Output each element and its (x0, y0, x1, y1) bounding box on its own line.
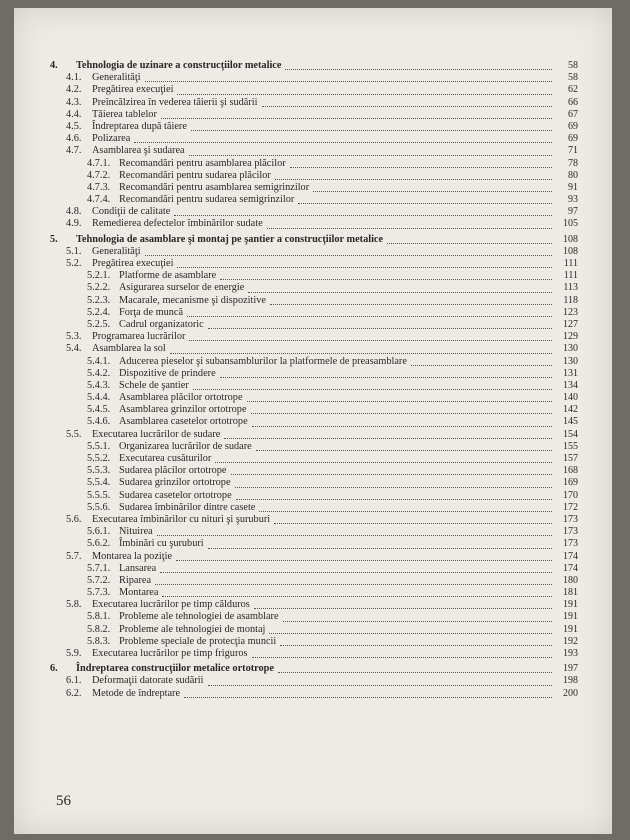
toc-entry-page: 108 (563, 233, 578, 245)
toc-entry-number: 5.4.5. (87, 404, 111, 416)
toc-entry-page: 154 (563, 428, 578, 440)
toc-entry-page: 62 (568, 84, 578, 96)
toc-entry-title: Lansarea (119, 562, 157, 574)
toc-entry-page: 168 (563, 465, 578, 477)
toc-entry-label (87, 270, 216, 282)
toc-entry-number: 6. (50, 663, 58, 675)
toc-entry-page: 191 (563, 623, 578, 635)
toc-entry-title: Executarea lucrărilor pe timp friguros (92, 648, 248, 659)
toc-entry-label (87, 319, 204, 331)
toc-entry-title: Riparea (119, 574, 152, 586)
toc-entry-number: 5. (50, 233, 58, 245)
toc-entry-number: 4.9. (66, 218, 82, 230)
toc-entry-number: 5.8.3. (87, 635, 111, 647)
toc-entry-title: Asamblarea la sol (92, 343, 166, 355)
toc-entry-title: Metode de îndreptare (92, 687, 181, 699)
toc-entry-title: Îndreptarea după tăiere (92, 120, 187, 132)
toc-entry-title: Recomandări pentru sudarea plăcilor (119, 169, 271, 181)
toc-entry-title: Executarea lucrărilor pe timp călduros (92, 599, 250, 611)
toc-entry-label (87, 307, 183, 319)
toc-entry-title: Macarale, mecanisme şi dispozitive (119, 294, 266, 306)
toc-entry-number: 5.5.5. (87, 489, 111, 501)
toc-entry-number: 5.5.2. (87, 453, 111, 464)
toc-entry-number: 5.2.3. (87, 294, 111, 306)
toc-entry-label (87, 170, 271, 182)
toc-entry-label (87, 502, 255, 514)
toc-entry-number: 5.5.3. (87, 465, 111, 477)
toc-entry (14, 648, 612, 660)
toc-entry-label (66, 675, 204, 687)
toc-entry-page: 108 (563, 245, 578, 257)
toc-entry-number: 5.4. (66, 343, 82, 355)
toc-entry-label (66, 84, 173, 96)
toc-entry-page: 173 (563, 538, 578, 550)
toc-entry-page: 197 (563, 663, 578, 675)
toc-entry-title: Sudarea îmbinărilor dintre casete (119, 501, 256, 513)
toc-entry-title: Deformaţii datorate sudării (92, 675, 204, 687)
toc-entry-label (87, 636, 276, 648)
toc-entry-page: 123 (563, 306, 578, 318)
toc-entry-number: 4.5. (66, 120, 82, 132)
toc-entry-number: 4.3. (66, 96, 82, 108)
toc-entry-title: Remedierea defectelor îmbinărilor sudate (92, 218, 263, 230)
toc-entry-label (87, 282, 244, 294)
toc-entry (14, 218, 612, 230)
toc-entry-page: 130 (563, 343, 578, 355)
toc-entry-label (66, 133, 130, 145)
toc-entry-number: 4.7. (66, 145, 82, 157)
toc-entry-title: Probleme ale tehnologiei de asamblare (119, 611, 279, 623)
toc-entry-number: 5.8. (66, 599, 82, 611)
toc-entry-number: 4.7.2. (87, 169, 111, 181)
toc-entry-page: 174 (563, 562, 578, 574)
toc-entry-title: Schele de şantier (119, 379, 189, 391)
toc-entry-page: 191 (563, 599, 578, 611)
toc-entry-label (66, 218, 263, 230)
toc-entry-label (87, 158, 286, 170)
toc-entry-label (87, 490, 232, 502)
toc-entry-number: 5.6. (66, 513, 82, 525)
toc-entry-number: 4.7.4. (87, 194, 111, 206)
toc-entry-page: 67 (568, 108, 578, 120)
toc-entry-title: Platforme de asamblare (119, 270, 217, 282)
toc-entry-title: Asamblarea şi sudarea (92, 145, 185, 157)
toc-entry-number: 4.4. (66, 108, 82, 120)
toc-entry-page: 111 (563, 258, 578, 269)
toc-entry-number: 6.1. (66, 675, 82, 687)
toc-entry-title: Executarea îmbinărilor cu nituri şi şuruburi (92, 513, 271, 525)
toc-entry-page: 93 (568, 194, 578, 206)
toc-entry-page: 157 (563, 453, 578, 464)
toc-entry-title: Cadrul organizatoric (119, 318, 204, 330)
toc-entry-page: 173 (563, 526, 578, 538)
toc-entry-page: 80 (568, 169, 578, 181)
toc-entry-page: 58 (568, 60, 578, 71)
toc-entry-number: 5.7.3. (87, 587, 111, 599)
toc-entry-page: 134 (563, 379, 578, 391)
toc-entry-number: 6.2. (66, 687, 82, 699)
book-page (14, 8, 612, 834)
toc-entry-title: Îndreptarea construcţiilor metalice ortotrope (76, 663, 274, 675)
toc-entry-title: Organizarea lucrărilor de sudare (119, 440, 252, 452)
toc-entry-label (66, 258, 173, 270)
toc-entry-page: 200 (563, 687, 578, 699)
toc-entry-label (66, 343, 166, 355)
toc-entry-label (87, 380, 189, 392)
toc-entry-title: Probleme speciale de protecţia muncii (119, 635, 277, 647)
toc-entry-number: 5.1. (66, 245, 82, 257)
toc-entry-page: 69 (568, 133, 578, 145)
toc-entry-page: 130 (563, 355, 578, 367)
toc-entry-title: Recomandări pentru sudarea semigrinzilor (119, 194, 295, 206)
toc-entry-title: Aducerea pieselor şi subansamblurilor la platformele de preasamblare (119, 355, 407, 367)
toc-entry-title: Sudarea plăcilor ortotrope (119, 465, 227, 477)
toc-entry-page: 131 (563, 367, 578, 379)
toc-entry-title: Asamblarea plăcilor ortotrope (119, 392, 243, 404)
toc-entry-label (66, 648, 248, 660)
toc-entry-number: 5.7. (66, 550, 82, 562)
toc-entry-number: 5.7.2. (87, 574, 111, 586)
toc-entry-label (87, 182, 309, 194)
toc-entry-label (87, 587, 158, 599)
toc-entry-number: 5.2. (66, 258, 82, 269)
toc-entry-label (66, 331, 185, 343)
toc-entry-title: Pregătirea execuţiei (92, 258, 174, 269)
toc-entry-label (87, 465, 227, 477)
toc-entry-page: 180 (563, 574, 578, 586)
toc-entry-page: 118 (563, 294, 578, 306)
toc-entry-number: 4. (50, 60, 58, 71)
toc-entry-title: Montarea (119, 587, 159, 599)
toc-entry-page: 129 (563, 331, 578, 343)
toc-entry-label (66, 109, 157, 121)
toc-entry-page: 145 (563, 416, 578, 428)
toc-entry-page: 170 (563, 489, 578, 501)
dot-leader (252, 645, 552, 658)
toc-entry-label (66, 551, 172, 563)
toc-entry-title: Tehnologia de uzinare a construcţiilor metalice (76, 60, 282, 71)
toc-entry-label (66, 246, 141, 258)
toc-entry-label (66, 145, 185, 157)
dot-leader (267, 215, 552, 228)
dot-leader (184, 685, 552, 698)
toc-entry-page: 78 (568, 157, 578, 169)
toc-entry-number: 5.4.2. (87, 367, 111, 379)
toc-entry-number: 4.1. (66, 72, 82, 84)
page-number: 56 (56, 793, 71, 809)
toc-entry-title: Executarea lucrărilor de sudare (92, 428, 221, 440)
toc-entry-page: 192 (563, 635, 578, 647)
toc-entry-title: Recomandări pentru asamblarea plăcilor (119, 157, 286, 169)
toc-entry-page: 127 (563, 318, 578, 330)
toc-entry-number: 5.8.1. (87, 611, 111, 623)
toc-entry-title: Sudarea grinzilor ortotrope (119, 477, 231, 489)
toc-entry-title: Pregătirea execuţiei (92, 84, 174, 96)
toc-entry-title: Generalităţi (92, 72, 141, 84)
toc-entry-title: Generalităţi (92, 245, 141, 257)
toc-entry-title: Recomandări pentru asamblarea semigrinzilor (119, 181, 310, 193)
toc-entry-title: Îmbinări cu şuruburi (119, 538, 204, 550)
toc-entry-number: 5.8.2. (87, 623, 111, 635)
toc-entry-label (87, 404, 247, 416)
toc-entry-number: 5.4.1. (87, 355, 111, 367)
toc-entry-page: 172 (563, 501, 578, 513)
toc-entry-page: 174 (563, 550, 578, 562)
toc-entry-label (87, 624, 265, 636)
toc-entry-page: 169 (563, 477, 578, 489)
toc-entry-page: 66 (568, 96, 578, 108)
toc-entry-number: 5.2.5. (87, 318, 111, 330)
toc-entry-title: Sudarea casetelor ortotrope (119, 489, 232, 501)
toc-entry-title: Tehnologia de asamblare şi montaj pe şantier a construcţiilor metalice (76, 233, 384, 245)
toc-entry-label (87, 477, 231, 489)
toc-entry-title: Forţa de muncă (119, 306, 184, 318)
toc-entry-number: 5.2.4. (87, 306, 111, 318)
toc-entry-page: 113 (563, 282, 578, 294)
toc-entry-title: Probleme ale tehnologiei de montaj (119, 623, 266, 635)
toc-entry-page: 193 (563, 648, 578, 659)
toc-entry-title: Montarea la poziţie (92, 550, 173, 562)
toc-entry-page: 198 (563, 675, 578, 687)
toc-entry-title: Asigurarea surselor de energie (119, 282, 245, 294)
toc-entry-page: 105 (563, 218, 578, 230)
toc-entry-label (87, 563, 156, 575)
toc-entry-page: 173 (563, 513, 578, 525)
toc-entry-number: 5.6.2. (87, 538, 111, 550)
toc-entry-title: Nituirea (119, 526, 153, 538)
toc-entry-number: 5.7.1. (87, 562, 111, 574)
toc-entry-number: 5.5.4. (87, 477, 111, 489)
toc-entry-number: 5.4.4. (87, 392, 111, 404)
toc-entry-number: 5.2.1. (87, 270, 111, 282)
toc-entry-title: Dispozitive de prindere (119, 367, 216, 379)
toc-entry-number: 5.3. (66, 331, 82, 343)
toc-entry-label (87, 575, 151, 587)
toc-entry-number: 5.5.1. (87, 440, 111, 452)
toc-entry-title: Condiţii de calitate (92, 206, 171, 218)
toc-entry-page: 71 (568, 145, 578, 157)
toc-entry-number: 5.4.6. (87, 416, 111, 428)
toc-entry-label (66, 688, 180, 700)
toc-entry-title: Programarea lucrărilor (92, 331, 186, 343)
toc-entry-label (87, 453, 211, 465)
toc-entry-number: 5.5. (66, 428, 82, 440)
toc-entry-number: 4.8. (66, 206, 82, 218)
toc-entry-label (66, 72, 141, 84)
toc-entry-number: 4.7.1. (87, 157, 111, 169)
toc-entry-page: 97 (568, 206, 578, 218)
toc-entry (14, 688, 612, 700)
toc-entry-page: 155 (563, 440, 578, 452)
toc-entry-number: 5.6.1. (87, 526, 111, 538)
toc-entry-number: 5.5.6. (87, 501, 111, 513)
toc-entry-label (87, 392, 243, 404)
toc-entry-number: 4.7.3. (87, 181, 111, 193)
toc-entry-label (66, 599, 250, 611)
toc-entry-number: 5.2.2. (87, 282, 111, 294)
toc-entry-title: Polizarea (92, 133, 131, 145)
toc-entry-title: Executarea cusăturilor (119, 453, 212, 464)
toc-entry-label (87, 526, 153, 538)
toc-entry-title: Asamblarea grinzilor ortotrope (119, 404, 247, 416)
toc-entry-number: 5.9. (66, 648, 82, 659)
toc-entry-number: 4.2. (66, 84, 82, 96)
toc-entry-title: Preîncălzirea în vederea tăierii şi sudării (92, 96, 258, 108)
toc-entry-page: 191 (563, 611, 578, 623)
toc-entry-number: 5.4.3. (87, 379, 111, 391)
toc-entry-page: 111 (563, 270, 578, 282)
toc-entry-title: Asamblarea casetelor ortotrope (119, 416, 248, 428)
toc-entry-number: 4.6. (66, 133, 82, 145)
toc-entry-page: 140 (563, 392, 578, 404)
toc-entry-title: Tăierea tablelor (92, 108, 157, 120)
toc-entry-page: 91 (568, 181, 578, 193)
toc-entry-label (66, 429, 220, 441)
toc-entry-page: 181 (563, 587, 578, 599)
toc-entry-page: 142 (563, 404, 578, 416)
toc-entry-page: 69 (568, 120, 578, 132)
toc-entry-page: 58 (568, 72, 578, 84)
table-of-contents (14, 60, 612, 700)
toc-entry-label (66, 206, 170, 218)
toc-entry-label (87, 611, 279, 623)
